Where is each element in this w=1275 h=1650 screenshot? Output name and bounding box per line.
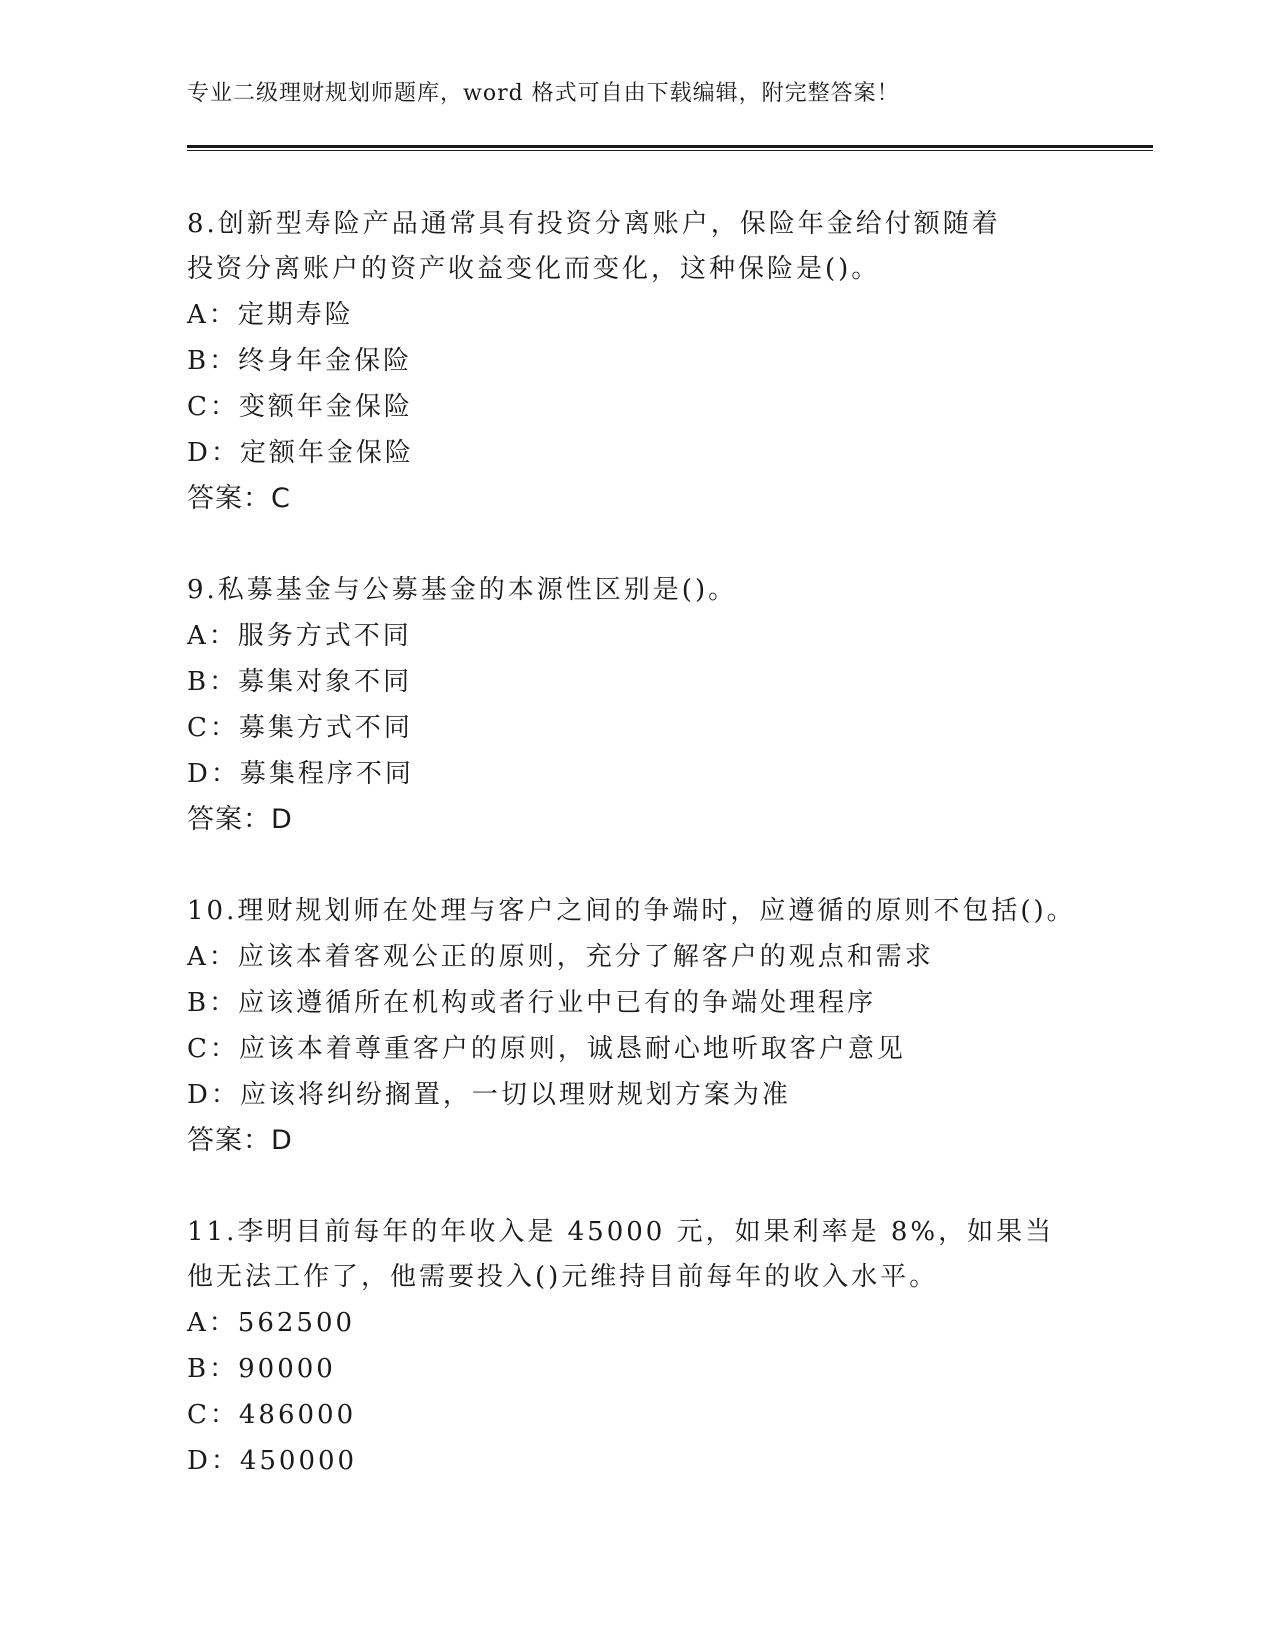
option-c: C：486000 [187, 1400, 357, 1430]
option-c: C：募集方式不同 [187, 713, 413, 743]
option-d: D：应该将纠纷搁置，一切以理财规划方案为准 [187, 1080, 791, 1110]
answer-line: 答案：C [187, 483, 291, 514]
option-a: A：服务方式不同 [187, 621, 412, 651]
option-b: B：终身年金保险 [187, 346, 413, 376]
question-11 [187, 1210, 1087, 1484]
question-9 [187, 568, 1087, 843]
option-b: B：应该遵循所在机构或者行业中已有的争端处理程序 [187, 988, 877, 1018]
question-8 [187, 202, 1087, 522]
option-a: A：应该本着客观公正的原则，充分了解客户的观点和需求 [187, 942, 934, 972]
option-c: C：应该本着尊重客户的原则，诚恳耐心地听取客户意见 [187, 1034, 906, 1064]
option-c: C：变额年金保险 [187, 392, 413, 422]
question-stem: 10.理财规划师在处理与客户之间的争端时，应遵循的原则不包括()。 [187, 896, 1076, 926]
answer-line: 答案：D [187, 804, 293, 835]
question-stem: 11.李明目前每年的年收入是 45000 元，如果利率是 8%，如果当他无法工作了，他需要投入()元维持目前每年的收入水平。 [187, 1217, 1055, 1292]
question-list [187, 202, 1087, 1530]
option-b: B：90000 [187, 1354, 336, 1384]
option-d: D：450000 [187, 1446, 358, 1476]
header-rule-thick [187, 145, 1153, 148]
page-header: 专业二级理财规划师题库，word 格式可自由下载编辑，附完整答案！ [187, 81, 900, 106]
header-rule-thin [187, 150, 1153, 151]
option-d: D：募集程序不同 [187, 759, 414, 789]
question-stem: 9.私募基金与公募基金的本源性区别是()。 [187, 575, 738, 605]
option-d: D：定额年金保险 [187, 438, 414, 468]
question-10 [187, 889, 1087, 1164]
option-b: B：募集对象不同 [187, 667, 413, 697]
option-a: A：定期寿险 [187, 300, 354, 330]
answer-line: 答案：D [187, 1125, 293, 1156]
option-a: A：562500 [187, 1308, 356, 1338]
question-stem: 8.创新型寿险产品通常具有投资分离账户，保险年金给付额随着投资分离账户的资产收益变化而变化，这种保险是()。 [187, 209, 1001, 284]
